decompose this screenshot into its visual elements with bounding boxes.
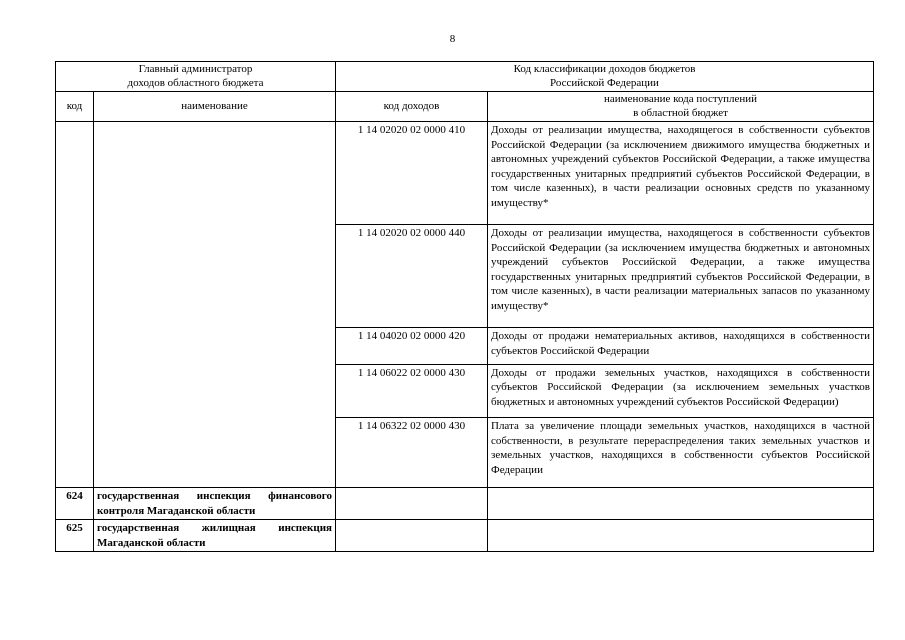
empty-income-code xyxy=(336,488,488,520)
classif-group-line2: Российской Федерации xyxy=(550,76,659,89)
classif-group-line1: Код классификации доходов бюджетов xyxy=(513,63,696,75)
income-code: 1 14 06322 02 0000 430 xyxy=(336,418,488,488)
income-name-header-line1: наименование кода поступлений xyxy=(603,93,758,105)
income-name: Доходы от реализации имущества, находящегося в собственности субъектов Российской Федерации (за исключением имущества бюджетных и автономных учреждений субъектов Российской Федерации, а также имущества государственных унитарных предприятий субъектов Российской Федерации, в том числе казенных), в части реализации материальных запасов по указанному имуществу* xyxy=(488,225,874,328)
admin-code-cell xyxy=(56,122,94,488)
income-classification-table xyxy=(55,61,874,552)
col-header-income-code: код доходов xyxy=(336,92,488,122)
col-header-income-name xyxy=(488,92,874,122)
col-header-name: наименование xyxy=(94,92,336,122)
admin-code: 625 xyxy=(56,520,94,552)
admin-name: государственная жилищная инспекция Магаданской области xyxy=(94,520,336,552)
income-code: 1 14 02020 02 0000 410 xyxy=(336,122,488,225)
admin-row xyxy=(56,520,874,552)
empty-income-code xyxy=(336,520,488,552)
header-row-groups xyxy=(56,62,874,92)
income-code: 1 14 02020 02 0000 440 xyxy=(336,225,488,328)
table-row xyxy=(56,122,874,225)
income-code: 1 14 06022 02 0000 430 xyxy=(336,364,488,417)
empty-income-name xyxy=(488,520,874,552)
admin-group-header xyxy=(56,62,336,92)
admin-group-line1: Главный администратор xyxy=(138,63,253,75)
page-number: 8 xyxy=(449,33,456,45)
admin-code: 624 xyxy=(56,488,94,520)
income-name: Доходы от реализации имущества, находящегося в собственности субъектов Российской Федерации (за исключением движимого имущества бюджетных и автономных учреждений субъектов Российской Федерации, а также имущества государственных унитарных предприятий субъектов Российской Федерации, в том числе казенных), в части реализации основных средств по указанному имуществу* xyxy=(488,122,874,225)
admin-row xyxy=(56,488,874,520)
admin-group-line2: доходов областного бюджета xyxy=(127,76,264,89)
col-header-code: код xyxy=(56,92,94,122)
admin-name-cell xyxy=(94,122,336,488)
income-name-header-line2: в областной бюджет xyxy=(633,106,728,119)
income-code: 1 14 04020 02 0000 420 xyxy=(336,328,488,365)
income-name: Плата за увеличение площади земельных участков, находящихся в частной собственности, в результате перераспределения таких земельных участков и земельных участков, находящихся в собственности субъектов Российской Федерации xyxy=(488,418,874,488)
header-row-columns xyxy=(56,92,874,122)
classification-group-header xyxy=(336,62,874,92)
income-name: Доходы от продажи земельных участков, находящихся в собственности субъектов Российской Федерации (за исключением земельных участков бюджетных и автономных учреждений субъектов Российской Федерации) xyxy=(488,364,874,417)
empty-income-name xyxy=(488,488,874,520)
income-name: Доходы от продажи нематериальных активов, находящихся в собственности субъектов Российской Федерации xyxy=(488,328,874,365)
admin-name: государственная инспекция финансового контроля Магаданской области xyxy=(94,488,336,520)
